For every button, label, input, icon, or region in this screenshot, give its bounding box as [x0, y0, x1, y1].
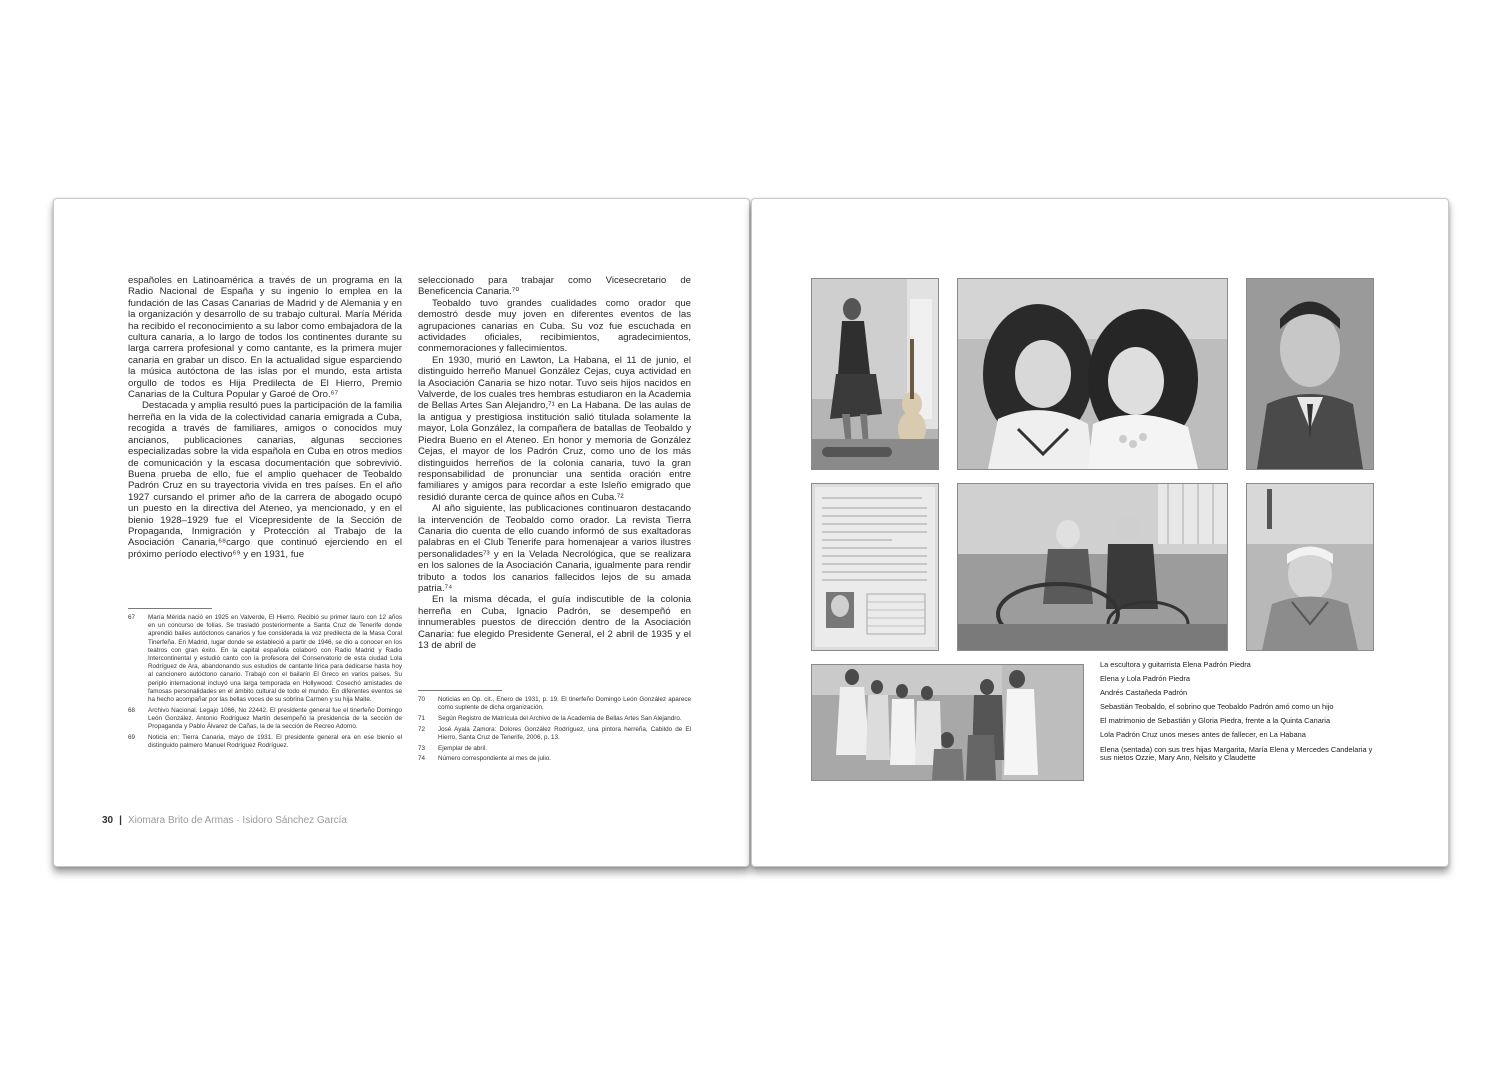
page-number: 30 [102, 815, 114, 826]
caption: La escultora y guitarrista Elena Padrón Piedra [1100, 660, 1251, 669]
footnote-text: Noticia en: Tierra Canaria, mayo de 1931. El presidente general era en ese bienio el distinguido palmero Manuel Rodríguez Rodríguez. [148, 733, 402, 750]
footnote-number: 73 [418, 744, 426, 752]
folio [102, 815, 347, 826]
footnotes-right [418, 696, 691, 766]
paragraph: En 1930, murió en Lawton, La Habana, el 11 de junio, el distinguido herreño Manuel González Cejas, cuya actividad en la Asociación Canaria se hizo notar. Tuvo seis hijos nacidos en Valverde, de los cuales tres hembras estudiaron en la Academia de Bellas Artes San Alejandro,⁷¹ en La Habana. De las aulas de la antigua y prestigiosa institución salió titulada solamente la mayor, Lola González, la compañera de batallas de Teobaldo y Piedra Bueno en el Ateneo. En honor y memoria de González Cejas, el mayor de los Padrón Cruz, como uno de los más distinguidos herreños de la colonia canaria, tuvo la gran responsabilidad de pronunciar una sentida oración entre familiares y amigos para recordar a este Isleño emigrado que residió durante cerca de quince años en Cuba.⁷² [418, 354, 691, 503]
footnote-number: 70 [418, 696, 426, 703]
photo-captions [1100, 661, 1382, 768]
footnote-text: José Ayala Zamora: Dolores González Rodríguez, una pintora herreña, Cabildo de El Hierro, Santa Cruz de Tenerife, 2006, p. 13. [438, 725, 691, 741]
footnote [418, 726, 691, 742]
footnote [418, 715, 691, 723]
footnote-number: 74 [418, 755, 426, 763]
footnotes-left [128, 614, 402, 753]
footnote-rule-left [128, 608, 212, 609]
photo-elena-family-group [811, 664, 1084, 781]
caption: Sebastián Teobaldo, el sobrino que Teobaldo Padrón amó como un hijo [1100, 702, 1334, 712]
footnote-number: 72 [418, 725, 426, 733]
footnote [128, 734, 402, 750]
footnote-number: 67 [128, 614, 136, 621]
caption: Elena y Lola Padrón Piedra [1100, 674, 1190, 684]
photo-couple-quinta-canaria [957, 483, 1228, 651]
right-page [751, 198, 1449, 867]
folio-separator: | [119, 815, 122, 826]
text-column-2 [418, 275, 691, 651]
footnote-number: 69 [128, 733, 136, 741]
footnote [418, 745, 691, 753]
footnote [128, 707, 402, 732]
footnote-text: Según Registro de Matrícula del Archivo de la Academia de Bellas Artes San Alejandro. [438, 714, 682, 722]
paragraph: Teobaldo tuvo grandes cualidades como orador que demostró desde muy joven en diferentes eventos de las agrupaciones canarias en Cuba. Su voz fue escuchada en actividades oficiales, recibimientos, agradecimientos, conmemoraciones y fallecimientos. [418, 297, 691, 355]
footnote-number: 68 [128, 706, 136, 714]
footnote-text: María Mérida nació en 1925 en Valverde, El Hierro. Recibió su primer lauro con 12 años en un concurso de folías. Se trasladó posteriormente a Santa Cruz de Tenerife donde aprendió bailes autóctonos canarios y fue considerada la voz predilecta de la Masa Coral Tinerfeña. En Madrid, lugar donde se estableció a partir de 1946, se dio a conocer en los teatros con gran éxito. En la capital española colaboró con Radio Madrid y Radio Intercontinental y estudió canto con la profesora del Conservatorio de esta ciudad Lola Rodríguez de Ara, abandonando sus estudios de cantante lírica para dedicarse hasta hoy al cancionero autóctono canario. Trabajó con el bailarín El Greco en varios países. Su periplo internacional incluyó una larga temporada en Hollywood. Cosechó amistades de famosas personalidades en el ámbito cultural de todo el mundo. En diferentes eventos se ha hecho acompañar por las bellas voces de su sobrina Carmen y su hija Maite. [148, 614, 402, 704]
left-page [53, 198, 750, 867]
footnote [128, 614, 402, 704]
caption: El matrimonio de Sebastián y Gloria Piedra, frente a la Quinta Canaria [1100, 716, 1331, 726]
photo-guitarist-elena [811, 278, 939, 470]
caption: Elena (sentada) con sus tres hijas Margarita, María Elena y Mercedes Candelaria y sus nietos Ozzie, Mary Ann, Nelsito y Claudette [1100, 744, 1373, 763]
footnote [418, 755, 691, 763]
footnote-text: Número correspondiente al mes de julio. [438, 755, 552, 763]
photo-expediente-document [811, 483, 939, 651]
footnote-text: Archivo Nacional. Legajo 1066, No 22442. El presidente general fue el tinerfeño Domingo León González. Antonio Rodríguez Martín desempeñó la presidencia de la sección de Propaganda y Pablo Álvarez de Cañas, la de la sección de Recreo Adorno. [148, 706, 402, 731]
caption: Lola Padrón Cruz unos meses antes de fallecer, en La Habana [1100, 730, 1306, 740]
photo-lola-padron-cruz [1246, 483, 1374, 651]
paragraph: Al año siguiente, las publicaciones continuaron destacando la intervención de Teobaldo como orador. La revista Tierra Canaria dio cuenta de ello cuando informó de sus exaltadoras palabras en el Club Tenerife para homenajear a varios ilustres personalidades⁷³ y en la Velada Necrológica, que se realizara en los salones de la Asociación Canaria, igualmente para rendir tributo a todos los canarios fallecidos lejos de su amada patria.⁷⁴ [418, 503, 691, 594]
running-head-authors: Xiomara Brito de Armas · Isidoro Sánchez García [127, 815, 347, 826]
footnote-text: Noticias en Op. cit., Enero de 1931, p. 19. El tinerfeño Domingo León González aparece como suplente de dicha organización. [438, 696, 691, 712]
footnote-text: Ejemplar de abril. [438, 744, 487, 752]
paragraph: españoles en Latinoamérica a través de un programa en la Radio Nacional de España y su ingenio lo emplea en la fundación de las Casas Canarias de Madrid y de Alemania y en la organización y desarrollo de su trabajo cultural. María Mérida ha recibido el reconocimiento a su labor como embajadora de la cultura canaria, a lo largo de todos los continentes durante su larga carrera profesional y como cantante, es la primera mujer canaria en grabar un disco. En la actualidad sigue esparciendo la música autóctona de las islas por el mundo, esta artista orgullo de todos es Hija Predilecta de El Hierro, Premio Canarias de la Cultura Popular y Garoé de Oro.⁶⁷ [128, 275, 402, 401]
text-column-1 [128, 275, 402, 560]
photo-andres-castaneda [1246, 278, 1374, 470]
footnote-number: 71 [418, 714, 426, 722]
paragraph: En la misma década, el guía indiscutible de la colonia herreña en Cuba, Ignacio Padrón, se desempeñó en innumerables puestos de dirección dentro de la Asociación Canaria: fue elegido Presidente General, el 2 abril de 1935 y el 13 de abril de [418, 594, 691, 651]
footnote [418, 696, 691, 712]
paragraph: Destacada y amplia resultó pues la participación de la familia herreña en la vida de la colectividad canaria emigrada a Cuba, recogida a través de familiares, amigos o conocidos muy ancianos, publicaciones canarias, algunas secciones especializadas sobre la vida española en Cuba en otros medios de comunicación y la escasa documentación que sobrevivió. Buena prueba de ello, fue el amplio quehacer de Teobaldo Padrón Cruz en su trayectoria vivida en tres países. En el año 1927 cursando el primer año de la carrera de abogado ocupó un puesto en la directiva del Ateneo, ya mencionado, y en el bienio 1928–1929 fue el Vicepresidente de la Sección de Propaganda, Inmigración y Protección al Trabajo de la Asociación Canaria,⁶⁸cargo que continuó ejerciendo en el próximo período electivo⁶⁹ y en 1931, fue [128, 400, 402, 560]
caption: Andrés Castañeda Padrón [1100, 688, 1188, 698]
paragraph: seleccionado para trabajar como Vicesecretario de Beneficencia Canaria.⁷⁰ [418, 275, 691, 298]
photo-elena-and-lola [957, 278, 1228, 470]
footnote-rule-right [418, 690, 502, 691]
